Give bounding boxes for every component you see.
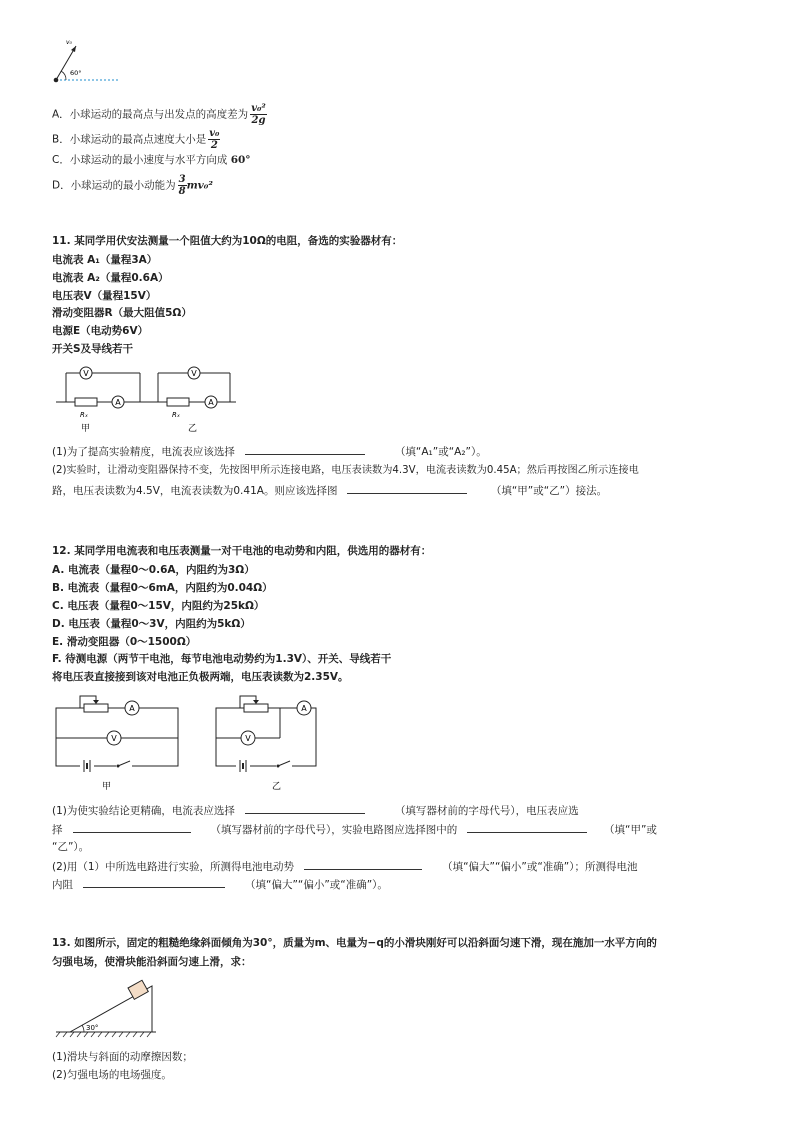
svg-text:A: A xyxy=(301,704,307,713)
q12-item-a: A. 电流表（量程0～0.6A，内阻约为3Ω） xyxy=(52,564,255,576)
q10-option-b: B．小球运动的最高点速度大小是 $\frac{\text{v₀}}{2}$ xyxy=(52,128,220,151)
q11-circuit-figure xyxy=(50,360,250,435)
label-yi: 乙 xyxy=(272,782,282,792)
fraction-d: $\frac{3}{8}$ xyxy=(178,174,186,197)
ground-hatching xyxy=(56,1032,151,1037)
v0-label: v₀ xyxy=(66,39,72,46)
circuit-yi xyxy=(216,696,316,792)
q12-item-c: C. 电压表（量程0～15V，内阻约为25kΩ） xyxy=(52,600,265,612)
q11-part2-line2: 路，电压表读数为4.5V，电流表读数为0.41A。则应该选择图 （填“甲”或“乙”）接法。 xyxy=(52,482,607,499)
label-jia: 甲 xyxy=(102,782,112,792)
q11-item-5: 电源E（电动势6V） xyxy=(52,325,149,337)
label-yi: 乙 xyxy=(188,424,198,434)
q12-item-b: B. 电流表（量程0～6mA，内阻约为0.04Ω） xyxy=(52,582,273,594)
resistor-rx xyxy=(75,398,97,406)
q13-part2: (2)匀强电场的电场强度。 xyxy=(52,1069,172,1081)
q12-item-note: 将电压表直接接到该对电池正负极两端，电压表读数为2.35V。 xyxy=(52,671,349,683)
angle-arc xyxy=(82,1025,84,1032)
q11-item-3: 电压表V（量程15V） xyxy=(52,290,157,302)
q12-item-f: F. 待测电源（两节干电池，每节电池电动势约为1.3V）、开关、导线若干 xyxy=(52,653,392,665)
q11-part1: (1)为了提高实验精度，电流表应该选择 （填“A₁”或“A₂”）。 xyxy=(52,443,487,460)
answer-blank[interactable] xyxy=(83,876,225,888)
q12-part1-line1: (1)为使实验结论更精确，电流表应选择 （填写器材前的字母代号），电压表应选 xyxy=(52,802,579,819)
angle-label: 60° xyxy=(70,69,82,77)
svg-text:V: V xyxy=(191,369,197,378)
resistor-rx xyxy=(167,398,189,406)
q12-item-d: D. 电压表（量程0～3V，内阻约为5kΩ） xyxy=(52,618,251,630)
circuit-yi xyxy=(148,367,236,434)
q11-item-6: 开关S及导线若干 xyxy=(52,343,134,355)
q11-item-2: 电流表 A₂（量程0.6A） xyxy=(52,272,169,284)
q13-stem-line2: 匀强电场，使滑块能沿斜面匀速上滑，求： xyxy=(52,956,252,968)
arrowhead-icon xyxy=(253,700,259,704)
rheostat xyxy=(84,704,108,712)
q10-option-a: A．小球运动的最高点与出发点的高度差为 $\frac{\text{v₀²}}{2g}$ xyxy=(52,103,266,126)
answer-blank[interactable] xyxy=(245,802,365,814)
circuit-jia xyxy=(56,696,178,792)
answer-blank[interactable] xyxy=(467,821,587,833)
q11-stem: 11. 某同学用伏安法测量一个阻值大约为10Ω的电阻，备选的实验器材有： xyxy=(52,235,403,247)
q13-stem-line1: 13. 如图所示，固定的粗糙绝缘斜面倾角为30°，质量为m、电量为−q的小滑块刚好可以沿斜面匀速下滑，现在施加一水平方向的 xyxy=(52,937,657,949)
q10-velocity-figure xyxy=(48,34,128,90)
q13-part1: (1)滑块与斜面的动摩擦因数； xyxy=(52,1051,193,1063)
answer-blank[interactable] xyxy=(347,482,467,494)
rheostat xyxy=(244,704,268,712)
svg-text:A: A xyxy=(129,704,135,713)
q11-item-4: 滑动变阻器R（最大阻值5Ω） xyxy=(52,307,192,319)
slider-block xyxy=(128,980,148,999)
launch-point xyxy=(54,78,59,83)
svg-text:Rₓ: Rₓ xyxy=(80,411,88,419)
angle-arc xyxy=(61,71,66,80)
fraction-a: $\frac{\text{v₀²}}{2g}$ xyxy=(251,103,266,126)
svg-text:V: V xyxy=(83,369,89,378)
q11-item-1: 电流表 A₁（量程3A） xyxy=(52,254,158,266)
q12-part1-line3: “乙”）。 xyxy=(52,841,90,853)
label-jia: 甲 xyxy=(81,424,91,434)
circuit-jia xyxy=(56,367,158,434)
svg-text:V: V xyxy=(245,734,251,743)
answer-blank[interactable] xyxy=(73,821,191,833)
arrowhead-icon xyxy=(71,46,76,52)
answer-blank[interactable] xyxy=(245,443,365,455)
q10-option-d: D．小球运动的最小动能为 $\frac{3}{8}$ mv₀² xyxy=(52,174,213,197)
svg-text:A: A xyxy=(208,398,214,407)
q12-part2-line2: 内阻 （填“偏大”“偏小”或“准确”）。 xyxy=(52,876,388,893)
svg-text:A: A xyxy=(115,398,121,407)
angle-label: 30° xyxy=(86,1024,99,1032)
q12-circuit-figure xyxy=(50,690,330,794)
q11-part2-line1: (2)实验时，让滑动变阻器保持不变，先按图甲所示连接电路，电压表读数为4.3V，电流表读数为0.45A；然后再按图乙所示连接电 xyxy=(52,465,639,476)
q12-item-e: E. 滑动变阻器（0～1500Ω） xyxy=(52,636,197,648)
q12-part1-line2: 择 （填写器材前的字母代号），实验电路图应选择图中的 （填“甲”或 xyxy=(52,821,657,838)
svg-text:Rₓ: Rₓ xyxy=(172,411,180,419)
answer-blank[interactable] xyxy=(304,858,422,870)
q13-incline-figure xyxy=(50,972,170,1042)
svg-text:V: V xyxy=(111,734,117,743)
fraction-b: $\frac{\text{v₀}}{2}$ xyxy=(209,128,220,151)
q10-option-c: C．小球运动的最小速度与水平方向成 60° xyxy=(52,154,251,166)
arrowhead-icon xyxy=(93,700,99,704)
q12-stem: 12. 某同学用电流表和电压表测量一对干电池的电动势和内阻，供选用的器材有： xyxy=(52,545,432,557)
q12-part2-line1: (2)用（1）中所选电路进行实验，所测得电池电动势 （填“偏大”“偏小”或“准确”）；所测得电池 xyxy=(52,858,638,875)
